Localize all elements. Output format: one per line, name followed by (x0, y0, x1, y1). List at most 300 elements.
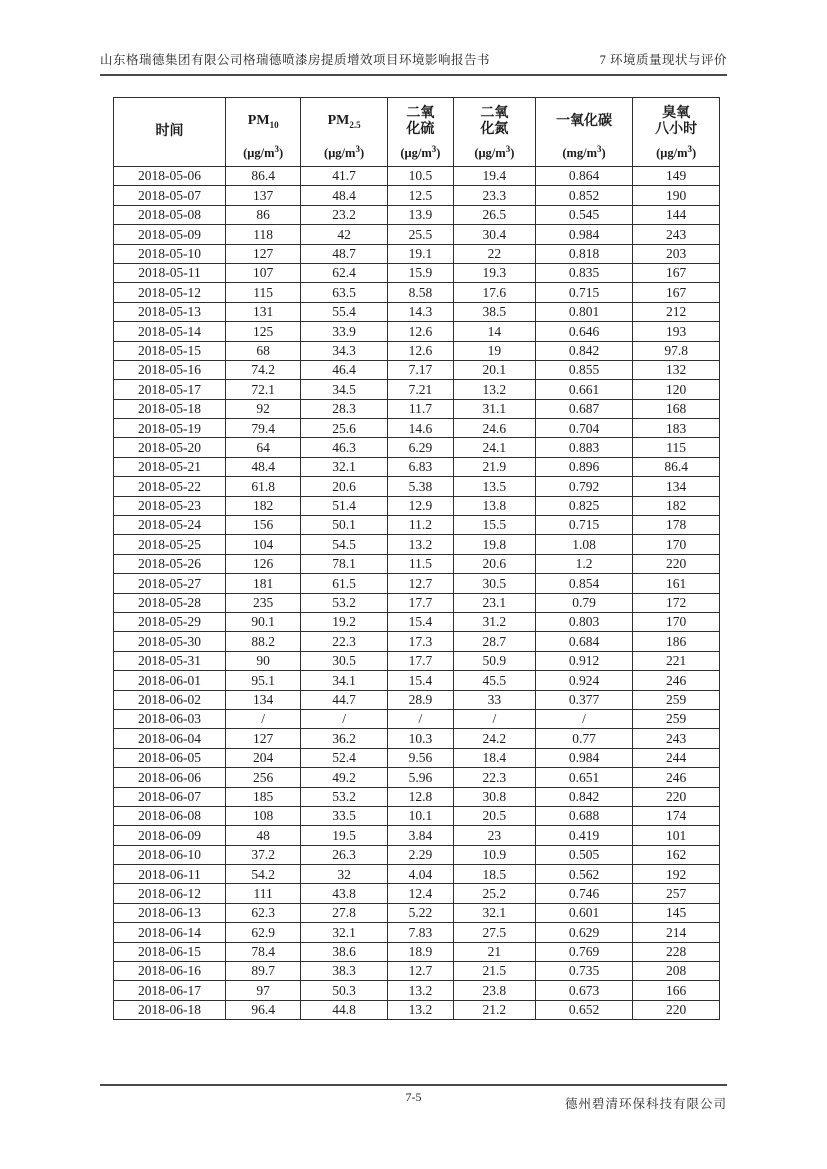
col-title: 时间 (155, 123, 184, 139)
table-cell: 78.1 (301, 554, 388, 573)
table-cell: 2018-05-27 (114, 574, 226, 593)
table-cell: 0.419 (535, 826, 633, 845)
table-cell: 54.5 (301, 535, 388, 554)
table-cell: 20.6 (301, 477, 388, 496)
table-row (114, 438, 720, 457)
table-cell: 101 (633, 826, 720, 845)
table-cell: 26.5 (453, 205, 535, 224)
table-cell: 45.5 (453, 671, 535, 690)
table-cell: 0.562 (535, 865, 633, 884)
table-cell: 31.1 (453, 399, 535, 418)
table-cell: 2018-05-23 (114, 496, 226, 515)
table-row (114, 225, 720, 244)
table-cell: 131 (226, 302, 301, 321)
table-cell: 2018-05-07 (114, 186, 226, 205)
table-cell: 2018-06-08 (114, 806, 226, 825)
table-cell: 33 (453, 690, 535, 709)
table-cell: 21.2 (453, 1000, 535, 1019)
table-cell: 246 (633, 768, 720, 787)
table-cell: 178 (633, 516, 720, 535)
table-cell: 204 (226, 748, 301, 767)
table-cell: 0.818 (535, 244, 633, 263)
table-cell: 62.9 (226, 923, 301, 942)
col-title: $PM_{2.5}$ (327, 113, 361, 130)
table-cell: 8.58 (387, 283, 453, 302)
table-cell: 192 (633, 865, 720, 884)
table-cell: 137 (226, 186, 301, 205)
table-cell: 13.8 (453, 496, 535, 515)
table-cell: 53.2 (301, 593, 388, 612)
header-right-title: 7 环境质量现状与评价 (599, 53, 727, 67)
table-cell: 2018-06-11 (114, 865, 226, 884)
table-row (114, 283, 720, 302)
table-cell: 11.5 (387, 554, 453, 573)
table-cell: 14.3 (387, 302, 453, 321)
table-cell: 235 (226, 593, 301, 612)
table-cell: 126 (226, 554, 301, 573)
table-cell: 259 (633, 690, 720, 709)
col-title: 二氧 化氮 (480, 105, 509, 137)
table-cell: 48 (226, 826, 301, 845)
table-cell: 19.2 (301, 612, 388, 631)
table-cell: 28.3 (301, 399, 388, 418)
col-unit: $(\mu g/m^3)$ (474, 144, 515, 161)
table-cell: 68 (226, 341, 301, 360)
table-cell: 190 (633, 186, 720, 205)
table-cell: 17.7 (387, 593, 453, 612)
table-cell: 12.8 (387, 787, 453, 806)
table-cell: 2018-05-30 (114, 632, 226, 651)
table-row (114, 186, 720, 205)
table-cell: 19.5 (301, 826, 388, 845)
table-cell: 12.6 (387, 341, 453, 360)
table-cell: 18.5 (453, 865, 535, 884)
table-cell: 53.2 (301, 787, 388, 806)
col-header-time (114, 98, 226, 167)
table-cell: 10.9 (453, 845, 535, 864)
table-cell: 161 (633, 574, 720, 593)
table-cell: 167 (633, 283, 720, 302)
table-cell: 0.646 (535, 322, 633, 341)
table-cell: 0.545 (535, 205, 633, 224)
table-cell: 30.8 (453, 787, 535, 806)
table-cell: 17.3 (387, 632, 453, 651)
table-row (114, 399, 720, 418)
table-cell: 34.3 (301, 341, 388, 360)
table-cell: 20.6 (453, 554, 535, 573)
table-cell: 0.704 (535, 419, 633, 438)
table-cell: 24.2 (453, 729, 535, 748)
table-cell: 182 (226, 496, 301, 515)
table-cell: 22.3 (301, 632, 388, 651)
table-cell: 5.22 (387, 903, 453, 922)
table-cell: 95.1 (226, 671, 301, 690)
table-cell: / (387, 709, 453, 728)
table-cell: 43.8 (301, 884, 388, 903)
table-cell: 44.8 (301, 1000, 388, 1019)
table-cell: 168 (633, 399, 720, 418)
table-cell: 172 (633, 593, 720, 612)
table-cell: 62.4 (301, 263, 388, 282)
table-cell: 220 (633, 787, 720, 806)
table-cell: 2018-05-17 (114, 380, 226, 399)
table-cell: 174 (633, 806, 720, 825)
table-cell: 115 (226, 283, 301, 302)
table-cell: 0.924 (535, 671, 633, 690)
table-row (114, 845, 720, 864)
table-cell: 13.9 (387, 205, 453, 224)
table-cell: 156 (226, 516, 301, 535)
table-cell: 97.8 (633, 341, 720, 360)
table-cell: 38.3 (301, 962, 388, 981)
table-cell: 0.896 (535, 457, 633, 476)
table-cell: 7.83 (387, 923, 453, 942)
table-cell: 0.792 (535, 477, 633, 496)
table-cell: 0.77 (535, 729, 633, 748)
table-cell: 33.9 (301, 322, 388, 341)
table-cell: 23 (453, 826, 535, 845)
table-cell: 2018-05-13 (114, 302, 226, 321)
table-cell: 2018-05-21 (114, 457, 226, 476)
table-cell: 2018-05-14 (114, 322, 226, 341)
table-cell: 28.7 (453, 632, 535, 651)
table-cell: 104 (226, 535, 301, 554)
table-cell: 2018-06-15 (114, 942, 226, 961)
table-cell: 13.5 (453, 477, 535, 496)
table-row (114, 826, 720, 845)
table-cell: 18.9 (387, 942, 453, 961)
table-cell: 2018-05-11 (114, 263, 226, 282)
table-cell: 9.56 (387, 748, 453, 767)
table-cell: 1.2 (535, 554, 633, 573)
table-cell: 1.08 (535, 535, 633, 554)
table-cell: 0.803 (535, 612, 633, 631)
table-cell: 19.3 (453, 263, 535, 282)
table-cell: 120 (633, 380, 720, 399)
table-cell: 32.1 (301, 923, 388, 942)
table-cell: 0.801 (535, 302, 633, 321)
table-cell: 79.4 (226, 419, 301, 438)
page-footer (100, 1084, 727, 1111)
table-row (114, 865, 720, 884)
table-row (114, 923, 720, 942)
table-cell: 2018-06-09 (114, 826, 226, 845)
col-unit: $(mg/m^3)$ (562, 144, 606, 161)
table-cell: 14 (453, 322, 535, 341)
table-cell: 21 (453, 942, 535, 961)
table-cell: 20.5 (453, 806, 535, 825)
table-cell: 20.1 (453, 360, 535, 379)
table-cell: 246 (633, 671, 720, 690)
table-row (114, 457, 720, 476)
table-cell: 86.4 (633, 457, 720, 476)
table-cell: 115 (633, 438, 720, 457)
table-cell: 2018-06-10 (114, 845, 226, 864)
table-cell: 38.6 (301, 942, 388, 961)
table-cell: 186 (633, 632, 720, 651)
table-cell: 41.7 (301, 167, 388, 186)
table-cell: 257 (633, 884, 720, 903)
table-cell: 23.2 (301, 205, 388, 224)
table-cell: 2018-05-16 (114, 360, 226, 379)
table-row (114, 341, 720, 360)
table-cell: 23.3 (453, 186, 535, 205)
table-cell: 2018-06-12 (114, 884, 226, 903)
table-cell: 127 (226, 729, 301, 748)
table-cell: 12.7 (387, 574, 453, 593)
table-cell: 19.1 (387, 244, 453, 263)
table-cell: 2018-05-10 (114, 244, 226, 263)
table-row (114, 1000, 720, 1019)
table-cell: 162 (633, 845, 720, 864)
table-cell: 25.2 (453, 884, 535, 903)
table-cell: 50.9 (453, 651, 535, 670)
header-left-title: 山东格瑞德集团有限公司格瑞德喷漆房提质增效项目环境影响报告书 (100, 53, 491, 67)
table-cell: 0.715 (535, 283, 633, 302)
table-cell: 0.746 (535, 884, 633, 903)
table-cell: 0.601 (535, 903, 633, 922)
table-cell: 48.4 (301, 186, 388, 205)
table-row (114, 612, 720, 631)
table-cell: 61.8 (226, 477, 301, 496)
table-cell: 23.1 (453, 593, 535, 612)
table-cell: 0.883 (535, 438, 633, 457)
table-cell: 6.83 (387, 457, 453, 476)
col-unit: $(\mu g/m^3)$ (656, 144, 697, 161)
table-cell: 18.4 (453, 748, 535, 767)
table-cell: 34.1 (301, 671, 388, 690)
table-cell: 30.5 (301, 651, 388, 670)
table-cell: 92 (226, 399, 301, 418)
table-cell: 2018-05-18 (114, 399, 226, 418)
col-header-no2 (453, 98, 535, 167)
table-cell: 13.2 (387, 1000, 453, 1019)
table-cell: 50.1 (301, 516, 388, 535)
table-cell: 0.852 (535, 186, 633, 205)
table-cell: 228 (633, 942, 720, 961)
table-cell: 61.5 (301, 574, 388, 593)
col-header-so2 (387, 98, 453, 167)
table-cell: 2018-06-01 (114, 671, 226, 690)
table-row (114, 709, 720, 728)
table-cell: 32 (301, 865, 388, 884)
table-cell: 0.79 (535, 593, 633, 612)
table-cell: 2018-05-24 (114, 516, 226, 535)
table-row (114, 302, 720, 321)
table-cell: 7.17 (387, 360, 453, 379)
table-row (114, 167, 720, 186)
table-cell: 46.4 (301, 360, 388, 379)
table-cell: 15.5 (453, 516, 535, 535)
table-cell: 32.1 (453, 903, 535, 922)
table-cell: 2018-05-19 (114, 419, 226, 438)
table-cell: 2018-06-05 (114, 748, 226, 767)
table-cell: 0.651 (535, 768, 633, 787)
col-unit: $(\mu g/m^3)$ (324, 144, 365, 161)
table-cell: 22.3 (453, 768, 535, 787)
table-cell: 144 (633, 205, 720, 224)
table-cell: 2018-05-25 (114, 535, 226, 554)
table-cell: 243 (633, 729, 720, 748)
table-cell: 10.5 (387, 167, 453, 186)
footer-company: 德州碧清环保科技有限公司 (564, 1097, 727, 1111)
table-row (114, 477, 720, 496)
table-cell: 52.4 (301, 748, 388, 767)
table-cell: 125 (226, 322, 301, 341)
table-cell: 55.4 (301, 302, 388, 321)
table-cell: 19.4 (453, 167, 535, 186)
table-cell: 12.5 (387, 186, 453, 205)
table-row (114, 419, 720, 438)
table-cell: 0.684 (535, 632, 633, 651)
table-cell: 10.3 (387, 729, 453, 748)
table-cell: 23.8 (453, 981, 535, 1000)
table-row (114, 787, 720, 806)
table-cell: 11.2 (387, 516, 453, 535)
table-cell: / (301, 709, 388, 728)
table-cell: 88.2 (226, 632, 301, 651)
table-row (114, 516, 720, 535)
table-cell: 108 (226, 806, 301, 825)
table-cell: 132 (633, 360, 720, 379)
table-cell: 220 (633, 1000, 720, 1019)
table-cell: 26.3 (301, 845, 388, 864)
table-cell: 183 (633, 419, 720, 438)
table-cell: 221 (633, 651, 720, 670)
table-cell: 37.2 (226, 845, 301, 864)
col-header-o3-8h (633, 98, 720, 167)
table-row (114, 244, 720, 263)
table-cell: 107 (226, 263, 301, 282)
table-cell: 6.29 (387, 438, 453, 457)
table-cell: 2018-05-08 (114, 205, 226, 224)
table-cell: 0.652 (535, 1000, 633, 1019)
table-cell: 2018-05-12 (114, 283, 226, 302)
table-cell: 0.688 (535, 806, 633, 825)
table-cell: 2018-05-06 (114, 167, 226, 186)
table-cell: 0.855 (535, 360, 633, 379)
table-cell: 2018-06-16 (114, 962, 226, 981)
table-cell: 2018-06-14 (114, 923, 226, 942)
table-cell: 0.715 (535, 516, 633, 535)
table-cell: 2018-05-09 (114, 225, 226, 244)
col-header-pm25 (301, 98, 388, 167)
table-cell: 145 (633, 903, 720, 922)
table-cell: 0.835 (535, 263, 633, 282)
table-cell: 30.4 (453, 225, 535, 244)
table-row (114, 651, 720, 670)
air-quality-table (113, 97, 720, 1020)
col-header-co (535, 98, 633, 167)
table-cell: 0.842 (535, 787, 633, 806)
table-row (114, 322, 720, 341)
table-cell: 49.2 (301, 768, 388, 787)
table-cell: 24.1 (453, 438, 535, 457)
table-cell: 0.984 (535, 748, 633, 767)
table-row (114, 380, 720, 399)
table-cell: 212 (633, 302, 720, 321)
table-cell: 12.9 (387, 496, 453, 515)
table-row (114, 768, 720, 787)
table-cell: 13.2 (387, 981, 453, 1000)
table-cell: 2018-06-17 (114, 981, 226, 1000)
col-unit: $(\mu g/m^3)$ (243, 144, 284, 161)
table-row (114, 632, 720, 651)
table-cell: 15.9 (387, 263, 453, 282)
table-cell: 0.505 (535, 845, 633, 864)
table-cell: 244 (633, 748, 720, 767)
table-row (114, 981, 720, 1000)
col-title: 一氧化碳 (556, 113, 613, 129)
table-cell: 14.6 (387, 419, 453, 438)
table-cell: 22 (453, 244, 535, 263)
table-cell: 50.3 (301, 981, 388, 1000)
table-cell: 51.4 (301, 496, 388, 515)
table-cell: 13.2 (387, 535, 453, 554)
table-cell: 167 (633, 263, 720, 282)
col-title: $PM_{10}$ (247, 113, 279, 130)
table-cell: 31.2 (453, 612, 535, 631)
table-row (114, 263, 720, 282)
table-cell: 54.2 (226, 865, 301, 884)
table-cell: 0.854 (535, 574, 633, 593)
table-cell: 12.7 (387, 962, 453, 981)
table-cell: / (226, 709, 301, 728)
table-cell: 89.7 (226, 962, 301, 981)
table-cell: 21.9 (453, 457, 535, 476)
table-cell: 256 (226, 768, 301, 787)
table-cell: 0.825 (535, 496, 633, 515)
table-cell: 2018-06-07 (114, 787, 226, 806)
table-cell: 170 (633, 535, 720, 554)
table-row (114, 729, 720, 748)
table-cell: 182 (633, 496, 720, 515)
table-row (114, 942, 720, 961)
table-row (114, 535, 720, 554)
table-cell: 2018-05-28 (114, 593, 226, 612)
table-cell: 12.4 (387, 884, 453, 903)
table-cell: 86 (226, 205, 301, 224)
table-row (114, 554, 720, 573)
table-cell: 48.7 (301, 244, 388, 263)
table-cell: 0.735 (535, 962, 633, 981)
table-cell: 2018-05-31 (114, 651, 226, 670)
table-cell: 2018-06-06 (114, 768, 226, 787)
table-cell: 12.6 (387, 322, 453, 341)
table-cell: 134 (633, 477, 720, 496)
table-cell: 0.377 (535, 690, 633, 709)
table-cell: 185 (226, 787, 301, 806)
page-header (100, 50, 727, 76)
table-row (114, 496, 720, 515)
table-cell: 48.4 (226, 457, 301, 476)
table-cell: 111 (226, 884, 301, 903)
table-cell: 86.4 (226, 167, 301, 186)
table-cell: 2018-06-13 (114, 903, 226, 922)
table-cell: 78.4 (226, 942, 301, 961)
table-cell: 0.842 (535, 341, 633, 360)
table-cell: 0.912 (535, 651, 633, 670)
table-cell: / (535, 709, 633, 728)
table-cell: 28.9 (387, 690, 453, 709)
table-cell: 4.04 (387, 865, 453, 884)
table-cell: 0.661 (535, 380, 633, 399)
table-cell: 21.5 (453, 962, 535, 981)
table-cell: 62.3 (226, 903, 301, 922)
table-cell: 46.3 (301, 438, 388, 457)
table-cell: 2018-06-03 (114, 709, 226, 728)
table-cell: 13.2 (453, 380, 535, 399)
